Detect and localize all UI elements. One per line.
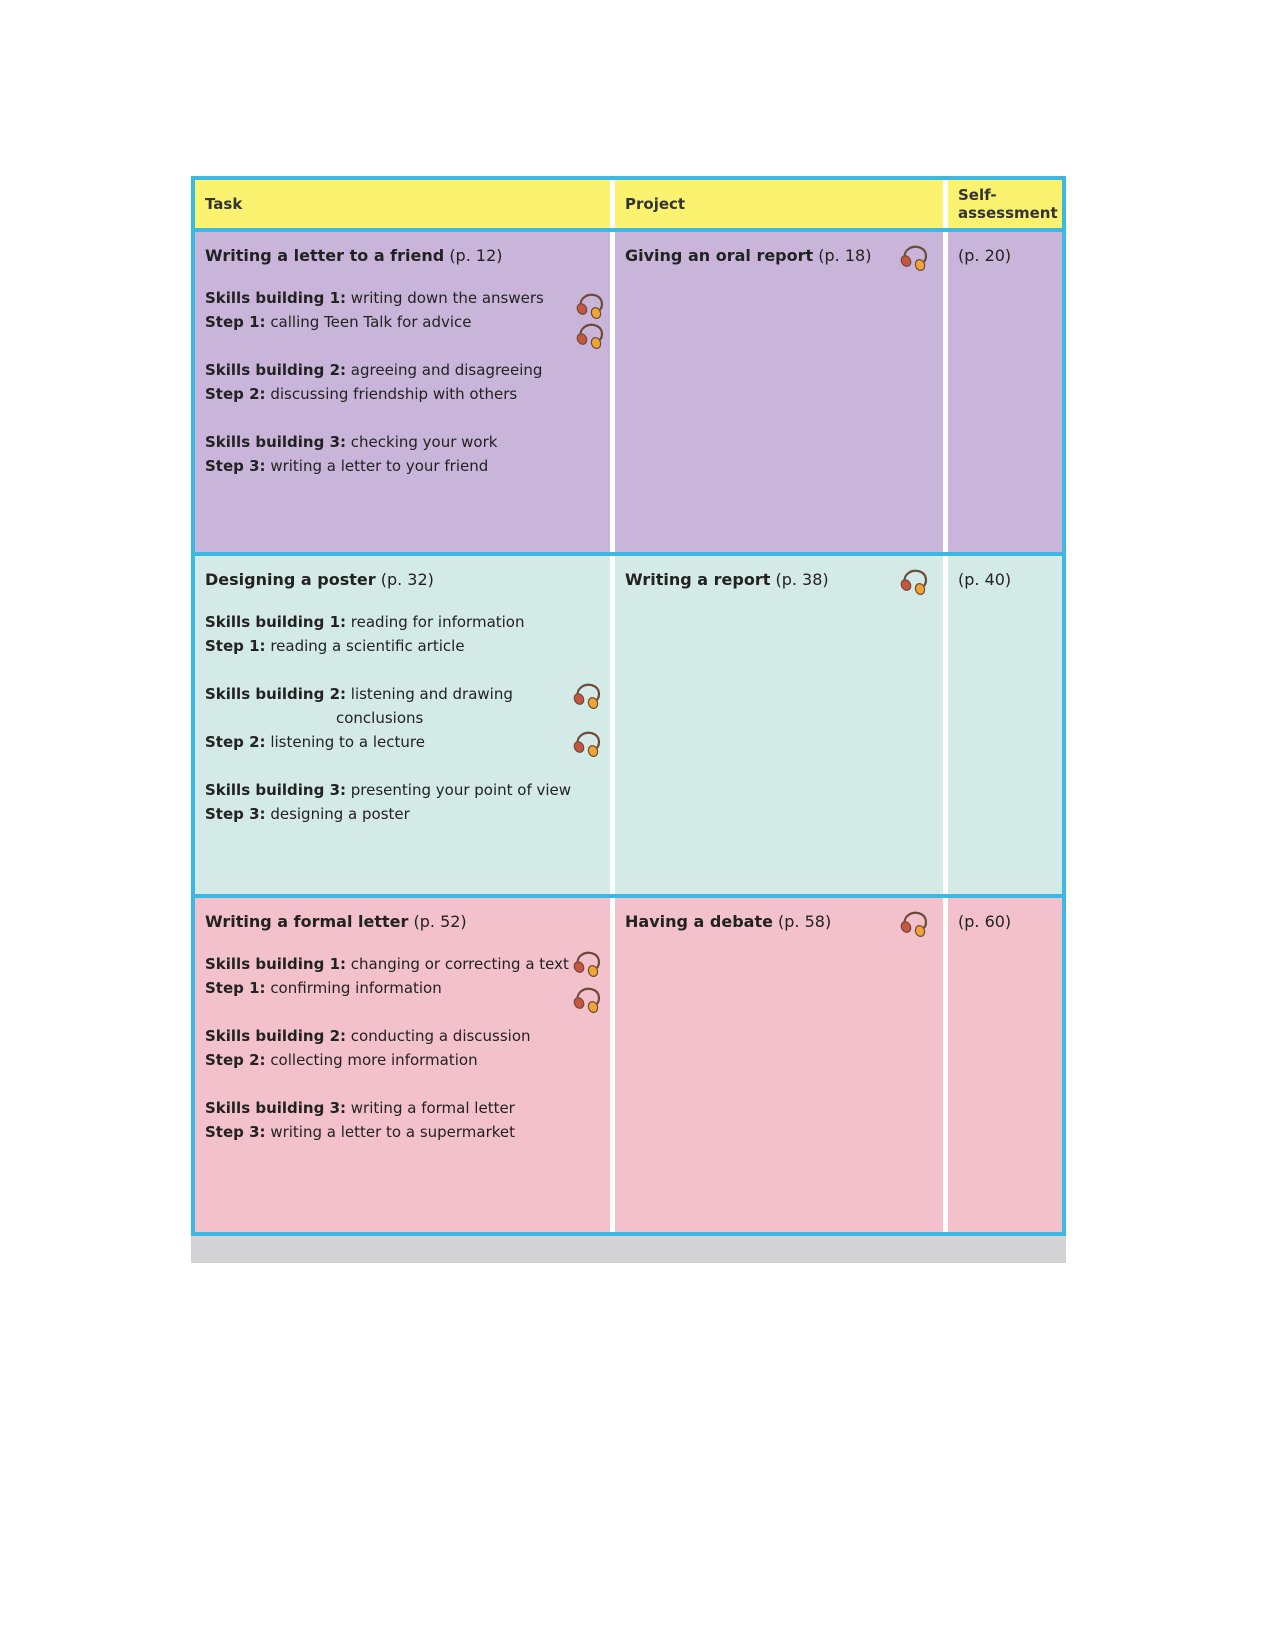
- skills-line: Skills building 2: conducting a discussion: [205, 1027, 531, 1045]
- curriculum-table: [191, 176, 1066, 1236]
- table-header: [195, 180, 1062, 232]
- skills-line: Skills building 3: presenting your point of view: [205, 781, 572, 799]
- headphones-icon: [899, 242, 929, 272]
- headphones-icon: [572, 680, 602, 710]
- skills-line: Skills building 3: checking your work: [205, 433, 498, 451]
- self-assessment-page: (p. 60): [958, 912, 1012, 931]
- step-line: Step 3: designing a poster: [205, 805, 410, 823]
- step-line: Step 1: reading a scientific article: [205, 637, 465, 655]
- task-title: Designing a poster (p. 32): [205, 570, 434, 589]
- step-line: Step 2: discussing friendship with others: [205, 385, 518, 403]
- headphones-icon: [572, 984, 602, 1014]
- task-title: Writing a formal letter (p. 52): [205, 912, 467, 931]
- header-self-assessment: Self-assessment: [958, 186, 1058, 222]
- headphones-icon: [572, 728, 602, 758]
- task-title: Writing a letter to a friend (p. 12): [205, 246, 503, 265]
- headphones-icon: [575, 320, 605, 350]
- project-title: Writing a report (p. 38): [625, 570, 829, 589]
- task-cell: [195, 556, 615, 894]
- table-row: [195, 898, 1062, 1232]
- headphones-icon: [572, 948, 602, 978]
- project-title: Giving an oral report (p. 18): [625, 246, 872, 265]
- task-cell: [195, 898, 615, 1232]
- headphones-icon: [575, 290, 605, 320]
- self-assessment-cell: [948, 232, 1062, 552]
- self-assessment-cell: [948, 556, 1062, 894]
- headphones-icon: [899, 566, 929, 596]
- skills-line: Skills building 1: changing or correcting a text: [205, 955, 569, 973]
- project-cell: [615, 232, 948, 552]
- table-shadow: [191, 1236, 1066, 1263]
- project-cell: [615, 898, 948, 1232]
- skills-line: Skills building 1: reading for information: [205, 613, 525, 631]
- self-assessment-page: (p. 40): [958, 570, 1012, 589]
- header-project: Project: [615, 180, 948, 228]
- step-line: Step 3: writing a letter to your friend: [205, 457, 489, 475]
- self-assessment-page: (p. 20): [958, 246, 1012, 265]
- table-row: [195, 232, 1062, 556]
- skills-line-continued: conclusions: [336, 709, 424, 727]
- step-line: Step 2: collecting more information: [205, 1051, 478, 1069]
- skills-line: Skills building 3: writing a formal letter: [205, 1099, 515, 1117]
- step-line: Step 2: listening to a lecture: [205, 733, 425, 751]
- self-assessment-cell: [948, 898, 1062, 1232]
- step-line: Step 3: writing a letter to a supermarket: [205, 1123, 516, 1141]
- skills-line: Skills building 2: agreeing and disagreeing: [205, 361, 543, 379]
- table-row: [195, 556, 1062, 898]
- task-cell: [195, 232, 615, 552]
- headphones-icon: [899, 908, 929, 938]
- skills-line: Skills building 1: writing down the answers: [205, 289, 544, 307]
- step-line: Step 1: calling Teen Talk for advice: [205, 313, 472, 331]
- project-cell: [615, 556, 948, 894]
- skills-line: Skills building 2: listening and drawing: [205, 685, 513, 703]
- header-task: Task: [195, 180, 615, 228]
- project-title: Having a debate (p. 58): [625, 912, 832, 931]
- step-line: Step 1: confirming information: [205, 979, 442, 997]
